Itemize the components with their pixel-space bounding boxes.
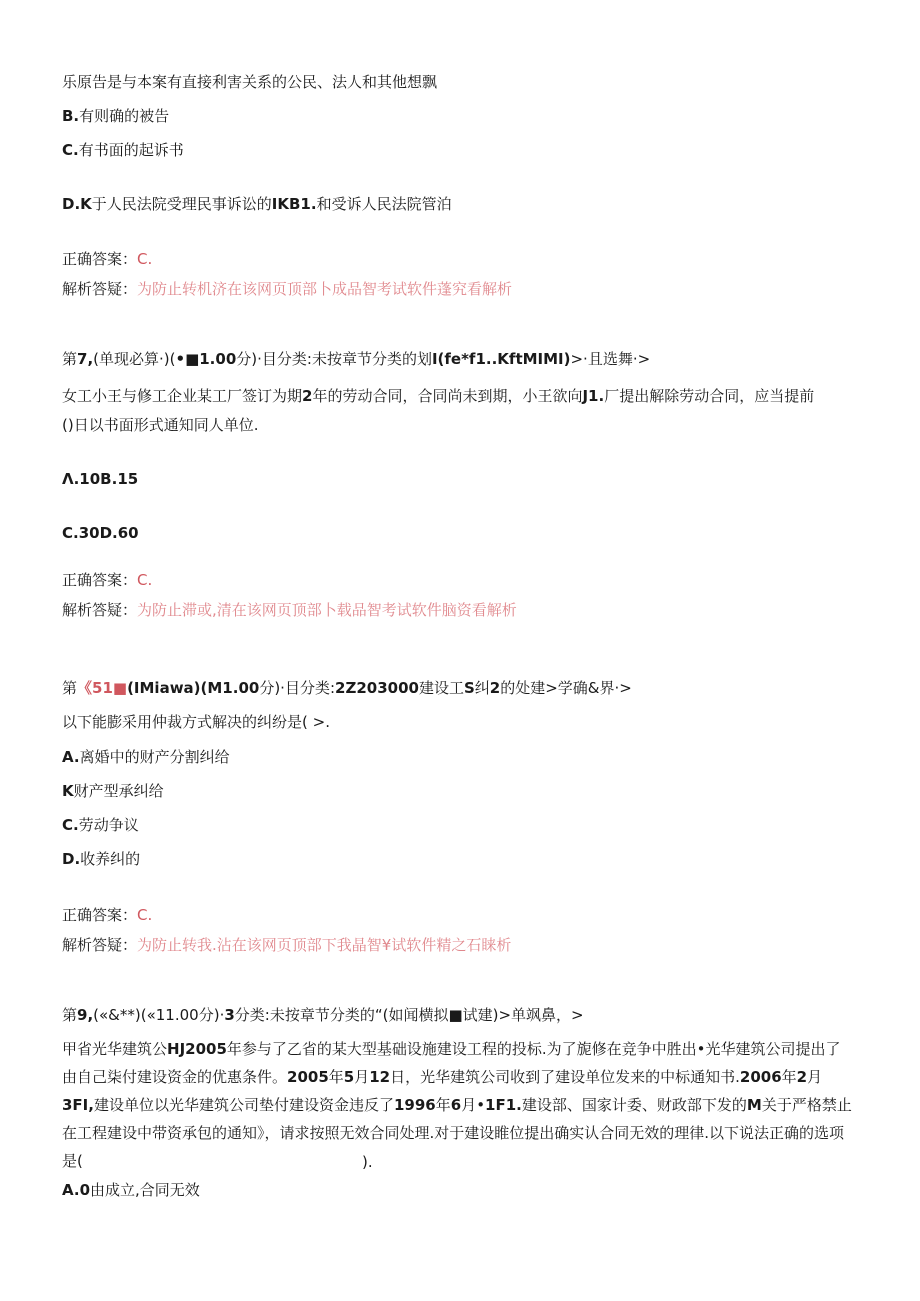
- question-text: [62, 1035, 852, 1175]
- header-bold: 2: [489, 679, 501, 697]
- question-text-bold: 1996: [393, 1096, 436, 1114]
- options-ab-text: Λ.10B.15: [62, 470, 139, 488]
- option-d: [62, 849, 140, 869]
- header-text: 的处建>学确&界·>: [500, 679, 632, 697]
- header-bold: I(fe*f1..KftMIMI): [431, 350, 571, 368]
- header-text: 分)·: [198, 1006, 225, 1024]
- header-text: (单现必算·)(: [93, 350, 176, 368]
- question-number: 《51■: [77, 679, 128, 697]
- option-a-prefix: A.0: [62, 1181, 91, 1199]
- answer-value: C.: [137, 906, 153, 924]
- question-text-bold: 2: [796, 1068, 808, 1086]
- question-text-part: 年: [435, 1096, 451, 1114]
- option-b-prefix: K: [62, 782, 74, 800]
- question-header: [62, 1005, 584, 1025]
- header-text: >·且选舞·>: [570, 350, 651, 368]
- question-text-bold: J1.: [582, 387, 605, 405]
- option-a-text: 乐原告是与本案有直接利害关系的公民、法人和其他想飘: [62, 73, 438, 91]
- question-score: («&**)(«11.00: [93, 1006, 199, 1024]
- answer-line: [62, 905, 152, 925]
- question-text-part: 日，光华建筑公司收到了建设单位发来的中标通知书.: [390, 1068, 740, 1086]
- analysis-link[interactable]: 为防止转我.沾在该网页顶部下我晶智¥试软件精之石睐析: [137, 936, 512, 954]
- option-d-text: 收养纠的: [80, 850, 141, 868]
- header-text: 纠: [474, 679, 490, 697]
- answer-line: [62, 570, 152, 590]
- question-text-part: 厂提出解除劳动合同，应当提前: [604, 387, 815, 405]
- option-a: [62, 1180, 200, 1200]
- answer-label: 正确答案：: [62, 571, 138, 589]
- analysis-label: 解析答疑：: [62, 280, 138, 298]
- analysis-line: [62, 935, 511, 955]
- question-text-bold: 2005: [287, 1068, 329, 1086]
- option-c: [62, 815, 139, 835]
- header-bold: 2Z203000: [335, 679, 419, 697]
- option-b-text: 有则确的被告: [79, 107, 170, 125]
- question-text-part: 以下能膨采用仲裁方式解决的纠纷是( >.: [62, 713, 330, 731]
- question-text-bold: 6: [450, 1096, 462, 1114]
- question-text-part: ()日以书面形式通知同人单位.: [62, 416, 259, 434]
- header-text: 第: [62, 350, 78, 368]
- analysis-line: [62, 600, 517, 620]
- question-text-part: 年: [781, 1068, 797, 1086]
- header-text: 第: [62, 679, 78, 697]
- option-d: [62, 194, 452, 214]
- analysis-link[interactable]: 为防止转机济在该网页顶部卜成品智考试软件蓬究看解析: [137, 280, 513, 298]
- question-text-bold: 3FI,: [62, 1096, 94, 1114]
- question-number: 9,: [77, 1006, 94, 1024]
- question-text-part: ).: [362, 1153, 373, 1171]
- header-text: 第: [62, 1006, 78, 1024]
- question-text-part: 月: [807, 1068, 823, 1086]
- question-text-part: 月•: [461, 1096, 486, 1114]
- question-text-bold: 5: [343, 1068, 355, 1086]
- question-text-end: [362, 1152, 373, 1172]
- header-text: 分)·目分类:: [259, 679, 336, 697]
- answer-label: 正确答案：: [62, 906, 138, 924]
- option-d-prefix: D.: [62, 850, 81, 868]
- options-cd: [62, 523, 139, 543]
- question-text-part: 月: [354, 1068, 370, 1086]
- question-text: [62, 712, 330, 732]
- analysis-label: 解析答疑：: [62, 601, 138, 619]
- question-text-part: 年: [328, 1068, 344, 1086]
- option-b: [62, 781, 164, 801]
- question-text-part: 年参与了乙省的某大型基础设施建设工程的投标.为了旎修在竞争中胜出•光华建筑公司提出了由自己柒付建设资金的优惠条件。: [62, 1040, 841, 1086]
- option-d-text-end: 和受诉人民法院管泊: [316, 195, 452, 213]
- option-a-prefix: A.: [62, 748, 80, 766]
- options-cd-text: C.30D.60: [62, 524, 139, 542]
- option-b-text: 财产型承纠给: [73, 782, 164, 800]
- header-text: 建设工: [418, 679, 464, 697]
- option-a-text: 离婚中的财产分割纠给: [79, 748, 230, 766]
- header-text: 分)·目分类:未按章节分类的划: [236, 350, 432, 368]
- answer-label: 正确答案：: [62, 250, 138, 268]
- option-b-prefix: B.: [62, 107, 80, 125]
- option-d-prefix: D.K: [62, 195, 92, 213]
- option-b: [62, 106, 169, 126]
- header-bold: 3: [224, 1006, 235, 1024]
- question-text-part: 女工小王与修工企业某工厂签订为期: [62, 387, 303, 405]
- option-c: [62, 140, 184, 160]
- option-a: [62, 747, 230, 767]
- option-a: [62, 72, 437, 92]
- question-text: [62, 386, 814, 406]
- question-text-bold: HJ2005: [167, 1040, 227, 1058]
- question-header: [62, 349, 650, 369]
- option-c-prefix: C.: [62, 141, 79, 159]
- question-text-part: 关于严格禁止在工程建设中带资承包的通知》，请求按照无效合同处理.对于建设睢位提出确实认合同无效的理律.以下说法正确的选项是(: [62, 1096, 852, 1170]
- analysis-line: [62, 279, 512, 299]
- question-text-part: 年的劳动合同，合同尚未到期，小王欲向: [312, 387, 583, 405]
- option-c-prefix: C.: [62, 816, 79, 834]
- header-bold: S: [463, 679, 475, 697]
- question-text-bold: M: [746, 1096, 762, 1114]
- option-c-text: 劳动争议: [78, 816, 139, 834]
- answer-line: [62, 249, 152, 269]
- analysis-link[interactable]: 为防止滞或,清在该网页顶部卜载品智考试软件脑资看解析: [137, 601, 517, 619]
- answer-value: C.: [137, 571, 153, 589]
- question-text-bold: 2: [302, 387, 313, 405]
- answer-value: C.: [137, 250, 153, 268]
- analysis-label: 解析答疑：: [62, 936, 138, 954]
- question-score: (IMiawa)(M1.00: [127, 679, 260, 697]
- option-a-text: 由成立,合同无效: [90, 1181, 200, 1199]
- options-ab: [62, 469, 138, 489]
- option-c-text: 有书面的起诉书: [78, 141, 184, 159]
- question-number: 7,: [77, 350, 94, 368]
- question-text-line2: [62, 415, 258, 435]
- question-text-bold: 2006: [739, 1068, 782, 1086]
- question-text-bold: 1F1.: [485, 1096, 522, 1114]
- question-text-part: 建设部、国家计委、财政部下发的: [521, 1096, 747, 1114]
- option-d-text: 于人民法院受理民事诉讼的: [91, 195, 272, 213]
- question-header: [62, 678, 632, 698]
- question-text-bold: 12: [369, 1068, 391, 1086]
- question-score: •■1.00: [175, 350, 237, 368]
- question-text-part: 建设单位以光华建筑公司垫付建设资金违反了: [93, 1096, 394, 1114]
- header-text: 分类:未按章节分类的“(如闻横拟■试建)>单飒鼻，>: [234, 1006, 584, 1024]
- option-d-bold: IKB1.: [271, 195, 317, 213]
- question-text-part: 甲省光华建筑公: [62, 1040, 168, 1058]
